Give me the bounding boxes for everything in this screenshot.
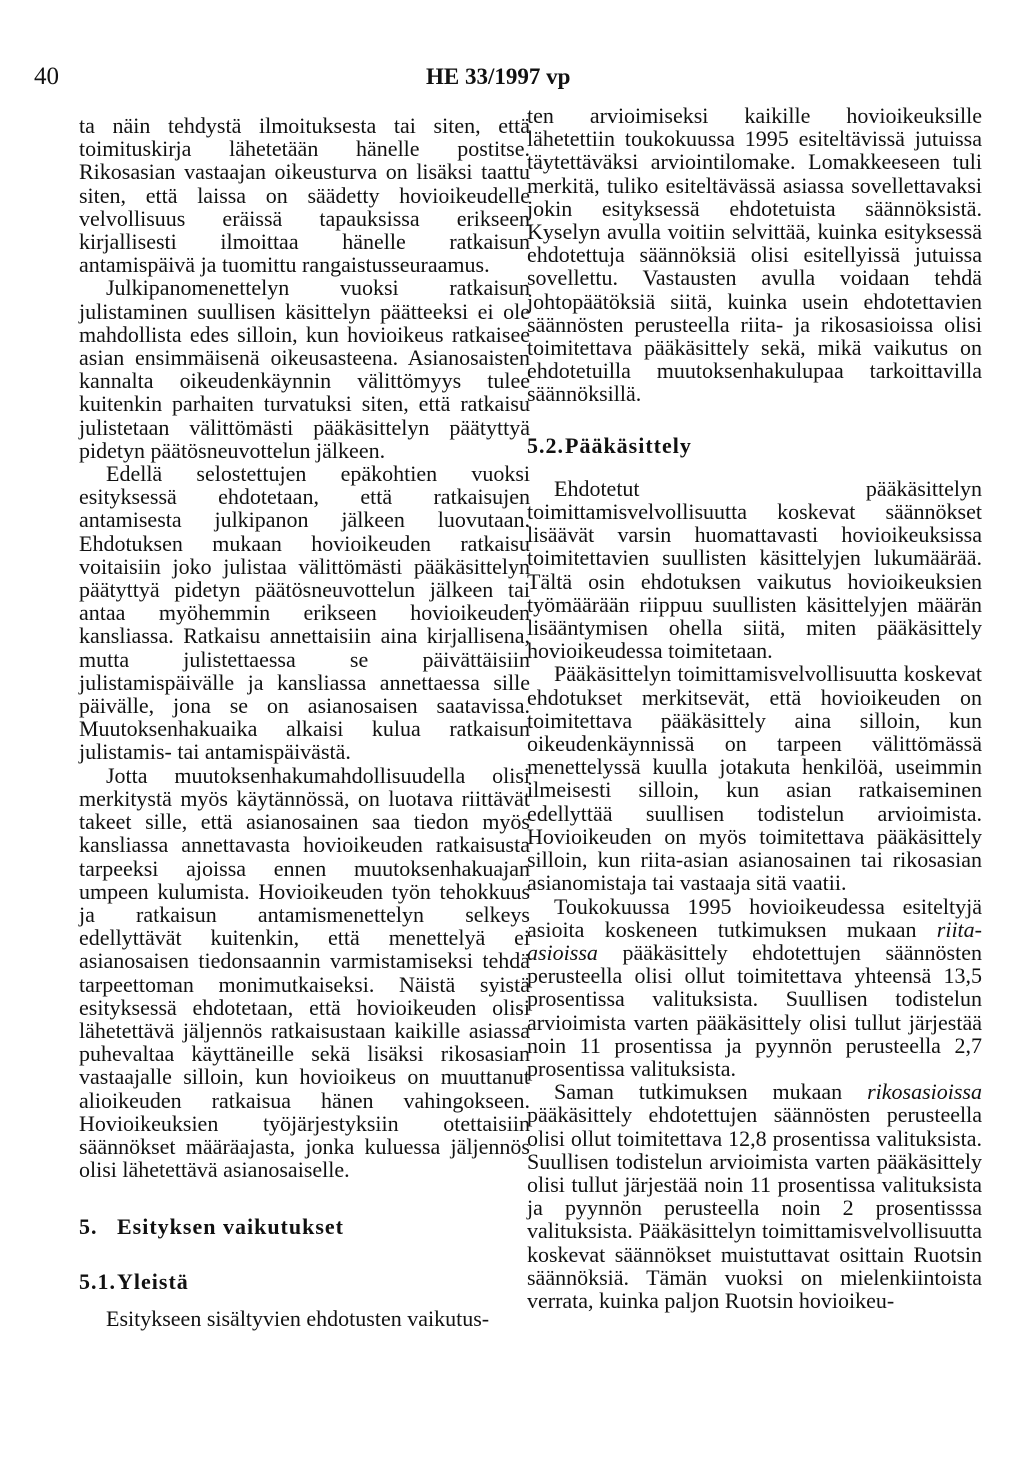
section-5-number: 5. xyxy=(79,1214,98,1240)
section-5-title: Esityksen vaikutukset xyxy=(117,1214,345,1240)
section-5-heading xyxy=(79,1215,530,1238)
section-5-2-number: 5.2. xyxy=(527,432,564,458)
right-paragraph-3: Pääkäsittelyn toimittamisvelvollisuutta koskevat ehdotukset merkitsevät, että hovioikeuden on toimitettava pääkäsittely aina silloin, kun oikeudenkäynnissä on tarpeen välittömässä menettelyssä kuulla jotakuta henkilöä, useimmin ilmeisesti silloin, kun asian ratkaiseminen edellyttää suullisen todistelun arvioimista. Hovioikeuden on myös toimitettava pääkäsittely silloin, kun riita-asian asianosainen tai rikosasian asianomistaja tai vastaaja sitä vaatii. xyxy=(527,661,982,896)
left-paragraph-2: Julkipanomenettelyn vuoksi ratkaisun julistaminen suullisen käsittelyn päätteeksi ei ole mahdollista edes silloin, kun hovioikeus ratkaisee asian ensimmäisenä oikeusasteena. Asianosaisten kannalta oikeudenkäynnin välittömyys tulee kuitenkin parhaiten turvatuksi siten, että ratkaisu julistetaan välittömästi pääkäsittelyn päätyttyä pidetyn päätösneuvottelun jälkeen. xyxy=(79,275,530,463)
right-column xyxy=(527,104,982,1312)
right-paragraph-4-emphasis: riita-asioissa xyxy=(527,916,982,965)
right-paragraph-4-rest: pääkäsittely ehdotettujen säännösten perusteella olisi ollut toimitettava yhteensä 13,5 prosentissa valituksista. Suullisen todistelun arvioimista varten pääkäsittely olisi tullut järjestää noin 11 prosentissa ja pyynnön perusteella 2,7 prosentissa valituksista. xyxy=(527,939,982,1081)
left-paragraph-3: Edellä selostettujen epäkohtien vuoksi esityksessä ehdotetaan, että ratkaisujen antamisesta julkipanon jälkeen luovutaan. Ehdotuksen mukaan hovioikeuden ratkaisu voitaisiin joko julistaa välittömästi pääkäsittelyn päätyttyä pidetyn päätösneuvottelun jälkeen tai antaa myöhemmin erikseen hovioikeuden kansliassa. Ratkaisu annettaisiin aina kirjallisena, mutta julistettaessa se päivättäisiin julistamispäivälle ja kansliassa annettaessa sille päivälle, jona se on asianosaisen saatavissa. Muutoksenhakuaika alkaisi kulua ratkaisun julistamis- tai antamispäivästä. xyxy=(79,461,530,765)
page-number: 40 xyxy=(34,63,59,90)
running-header: HE 33/1997 vp xyxy=(426,64,571,89)
section-5-1-number: 5.1. xyxy=(79,1268,116,1294)
section-5-1-heading xyxy=(79,1270,530,1293)
right-paragraph-4 xyxy=(527,895,982,1081)
right-paragraph-5-emphasis: rikosasioissa xyxy=(867,1079,982,1105)
right-paragraph-5 xyxy=(527,1080,982,1312)
right-paragraph-5-start: Saman tutkimuksen mukaan xyxy=(554,1079,868,1105)
left-column xyxy=(79,114,530,1330)
section-5-2-heading xyxy=(527,434,982,457)
left-paragraph-5: Esitykseen sisältyvien ehdotusten vaikutus- xyxy=(106,1305,490,1331)
right-paragraph-2: Ehdotetut pääkäsittelyn toimittamisvelvollisuutta koskevat säännökset lisäävät varsin huomattavasti hovioikeuksissa toimitettavien suullisten käsittelyjen lukumäärää. Tältä osin ehdotuksen vaikutus hovioikeuksien työmäärään riippuu suullisten käsittelyjen määrän lisääntymisen ohella siitä, miten pääkäsittely hovioikeudessa toimitetaan. xyxy=(527,475,982,664)
left-paragraph-4: Jotta muutoksenhakumahdollisuudella olisi merkitystä myös käytännössä, on luotava riittävät takeet sille, että asianosainen saa tiedon myös kansliassa annettavasta hovioikeuden ratkaisusta tarpeeksi ajoissa ennen muutoksenhakuajan umpeen kulumista. Hovioikeuden työn tehokkuus ja ratkaisun antamismenettelyn selkeys edellyttävät kuitenkin, että menettelyä ei asianosaisen tiedonsaannin varmistamiseksi tehdä tarpeettoman monimutkaiseksi. Näistä syistä esityksessä ehdotetaan, että hovioikeuden olisi lähetettävä jäljennös ratkaisustaan kaikille asiassa puhevaltaa käyttäneille sekä lisäksi rikosasian vastaajalle silloin, kun hovioikeus on muuttanut alioikeuden ratkaisua hänen vahingokseen. Hovioikeuksien työjärjestyksiin otettaisiin säännökset määräajasta, jonka kuluessa jäljennös olisi lähetettävä asianosaiselle. xyxy=(79,762,530,1183)
section-5-1-title: Yleistä xyxy=(117,1268,189,1294)
right-paragraph-1: ten arvioimiseksi kaikille hovioikeuksille lähetettiin toukokuussa 1995 esiteltävissä jutuissa täytettäväksi arviointilomake. Lomakkeeseen tuli merkitä, tuliko esiteltävässä asiassa sovellettavaksi jokin esityksessä ehdotetuista säännöksistä. Kyselyn avulla voitiin selvittää, kuinka esityksessä ehdotettuja säännöksiä olisi esitellyissä jutuissa sovellettu. Vastausten avulla voidaan tehdä johtopäätöksiä siitä, kuinka usein ehdotettavien säännösten perusteella riita- ja rikosasioissa olisi toimitettava pääkäsittely sekä, mikä vaikutus on ehdotetuilla muutoksenhakulupaa tarkoittavilla säännöksillä. xyxy=(527,103,982,407)
right-paragraph-4-start: Toukokuussa 1995 hovioikeudessa esiteltyjä asioita koskeneen tutkimuksen mukaan xyxy=(527,893,982,942)
section-5-2-title: Pääkäsittely xyxy=(565,432,692,458)
left-paragraph-1: ta näin tehdystä ilmoituksesta tai siten, että toimituskirja lähetetään hänelle postitse. Rikosasian vastaajan oikeusturva on lisäksi taattu siten, että laissa on säädetty hovioikeudelle velvollisuus eräissä tapauksissa erikseen kirjallisesti ilmoittaa hänelle ratkaisun antamispäivä ja tuomittu rangaistusseuraamus. xyxy=(79,113,530,278)
right-paragraph-5-rest: pääkäsittely ehdotettujen säännösten perusteella olisi ollut toimitettava 12,8 prosentissa valituksista. Suullisen todistelun arvioimista varten pääkäsittely olisi tullut järjestää noin 11 prosentissa valituksista ja pyynnön perusteella noin 2 prosentisssa valituksista. Pääkäsittelyn toimittamisvelvollisuutta koskevat säännökset muistuttavat osittain Ruotsin säännöksiä. Tämän vuoksi on mielenkiintoista verrata, kuinka paljon Ruotsin hovioikeu- xyxy=(527,1102,982,1313)
